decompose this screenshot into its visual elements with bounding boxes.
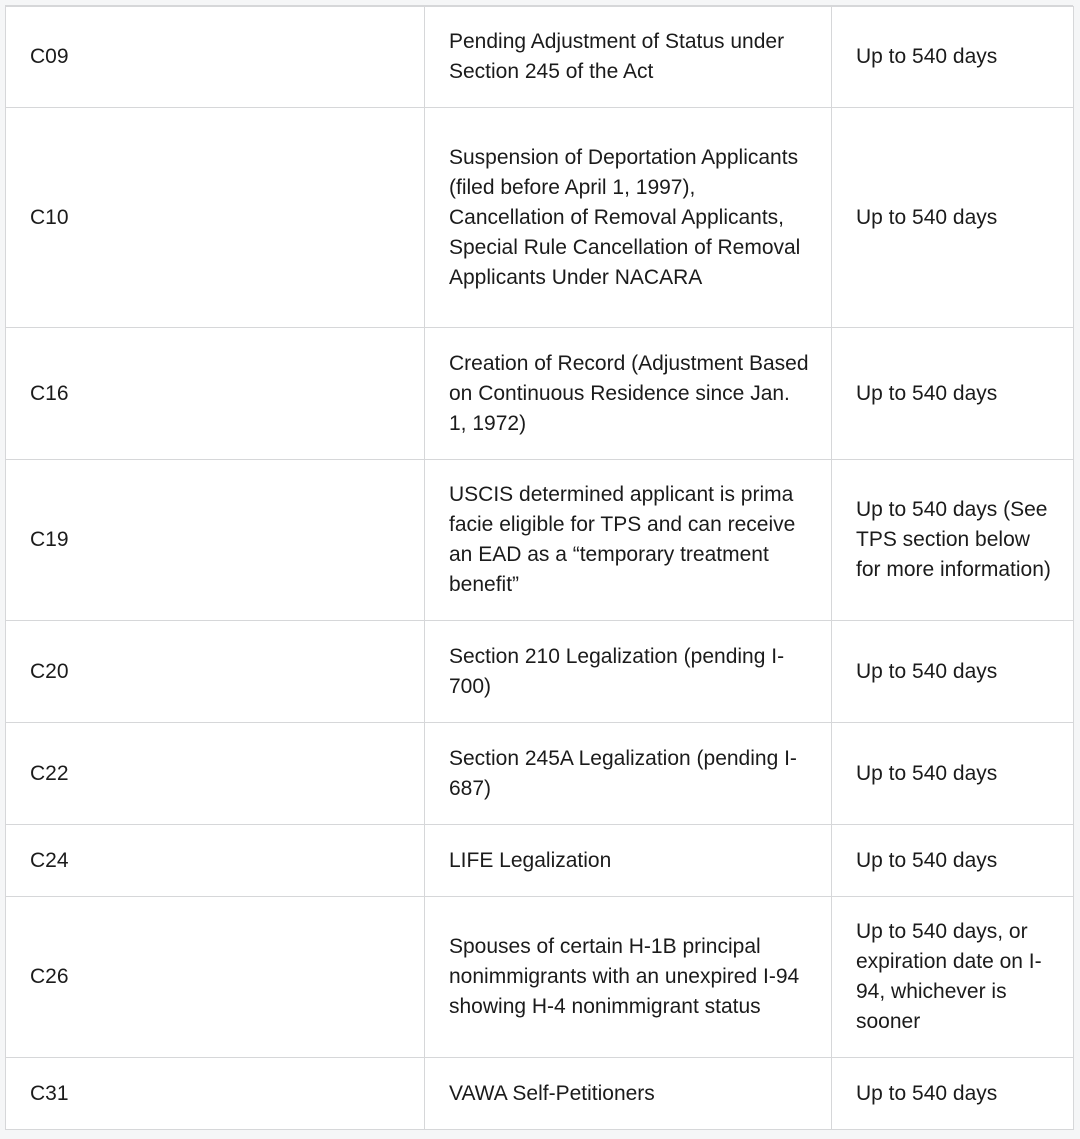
category-description-cell: Creation of Record (Adjustment Based on Continuous Residence since Jan. 1, 1972) (425, 328, 832, 460)
table-row (6, 897, 1074, 1058)
category-description-cell: LIFE Legalization (425, 825, 832, 897)
category-code-cell: C16 (6, 328, 425, 460)
category-description-cell: Suspension of Deportation Applicants (filed before April 1, 1997), Cancellation of Removal Applicants, Special Rule Cancellation of Removal Applicants Under NACARA (425, 108, 832, 328)
table-row (6, 621, 1074, 723)
extension-period-cell: Up to 540 days (832, 1058, 1074, 1130)
category-code-cell: C26 (6, 897, 425, 1058)
eligibility-table-container (5, 5, 1073, 1130)
table-row (6, 825, 1074, 897)
category-code-cell: C10 (6, 108, 425, 328)
category-description-cell: Spouses of certain H-1B principal nonimmigrants with an unexpired I-94 showing H-4 nonimmigrant status (425, 897, 832, 1058)
category-description-cell: USCIS determined applicant is prima facie eligible for TPS and can receive an EAD as a “temporary treatment benefit” (425, 460, 832, 621)
table-row (6, 108, 1074, 328)
table-row (6, 7, 1074, 108)
category-code-cell: C20 (6, 621, 425, 723)
eligibility-category-table (5, 6, 1074, 1130)
category-code-cell: C09 (6, 7, 425, 108)
extension-period-cell: Up to 540 days (832, 723, 1074, 825)
category-description-cell: VAWA Self-Petitioners (425, 1058, 832, 1130)
extension-period-cell: Up to 540 days (832, 7, 1074, 108)
extension-period-cell: Up to 540 days (832, 621, 1074, 723)
extension-period-cell: Up to 540 days (See TPS section below for more information) (832, 460, 1074, 621)
extension-period-cell: Up to 540 days (832, 328, 1074, 460)
category-code-cell: C22 (6, 723, 425, 825)
table-row (6, 328, 1074, 460)
extension-period-cell: Up to 540 days, or expiration date on I-94, whichever is sooner (832, 897, 1074, 1058)
category-description-cell: Section 245A Legalization (pending I-687) (425, 723, 832, 825)
extension-period-cell: Up to 540 days (832, 825, 1074, 897)
category-description-cell: Pending Adjustment of Status under Section 245 of the Act (425, 7, 832, 108)
category-code-cell: C19 (6, 460, 425, 621)
category-code-cell: C24 (6, 825, 425, 897)
category-code-cell: C31 (6, 1058, 425, 1130)
category-description-cell: Section 210 Legalization (pending I-700) (425, 621, 832, 723)
table-row (6, 723, 1074, 825)
table-row (6, 1058, 1074, 1130)
extension-period-cell: Up to 540 days (832, 108, 1074, 328)
table-row (6, 460, 1074, 621)
